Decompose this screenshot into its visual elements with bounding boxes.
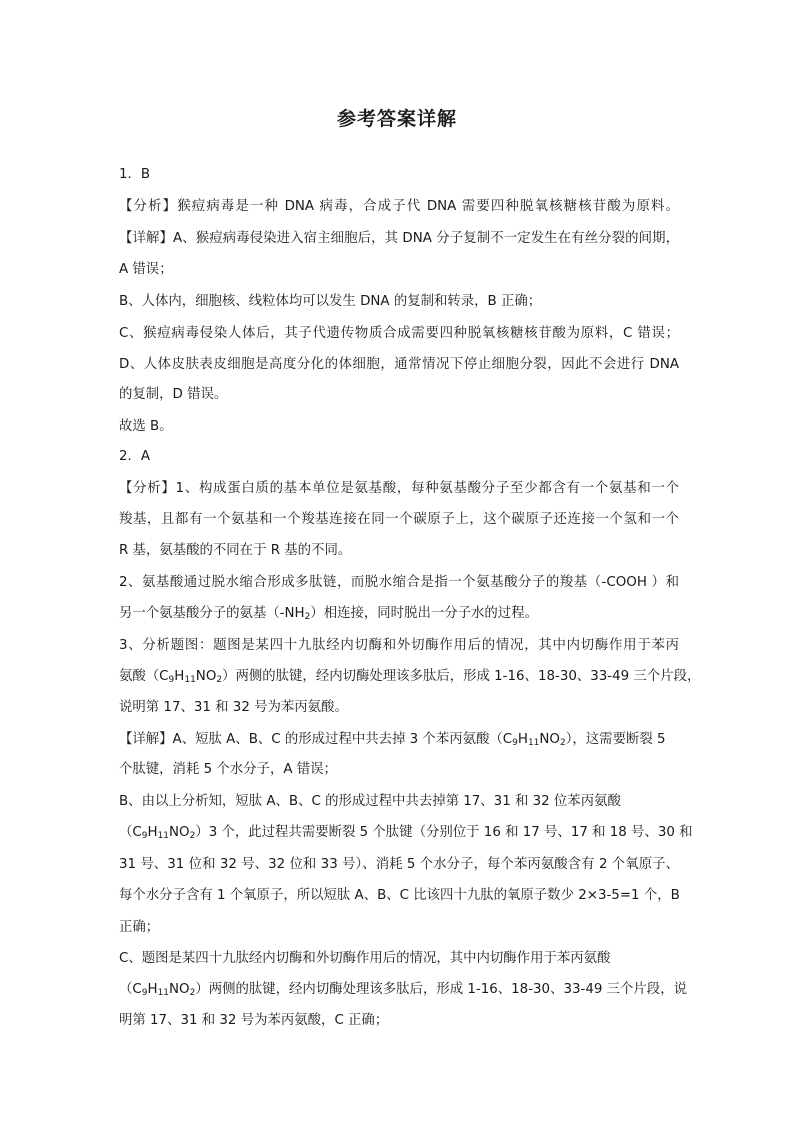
text-segment: ）相连接，同时脱出一分子水的过程。	[310, 606, 538, 621]
q2-detail-b-line1: B、由以上分析知，短肽 A、B、C 的形成过程中共去掉第 17、31 和 32 位苯丙氨酸	[119, 794, 621, 809]
q2-number: 2．A	[119, 449, 151, 464]
subscript: 2	[216, 675, 223, 685]
q2-analysis1-line2: 羧基，且都有一个氨基和一个羧基连接在同一个碳原子上，这个碳原子还连接一个氢和一个	[119, 512, 679, 527]
text-segment: NO	[169, 825, 190, 840]
q1-option-d-line2: 的复制，D 错误。	[119, 387, 228, 402]
q2-analysis1-line3: R 基，氨基酸的不同在于 R 基的不同。	[119, 543, 352, 558]
text-segment: ），这需要断裂 5	[565, 732, 666, 747]
text-segment: ）3 个，此过程共需要断裂 5 个肽键（分别位于 16 和 17 号、17 和 18 号、30 和	[195, 825, 693, 840]
page-title: 参考答案详解	[336, 108, 457, 130]
subscript: 11	[157, 831, 170, 841]
q1-option-d-line1: D、人体皮肤表皮细胞是高度分化的体细胞，通常情况下停止细胞分裂，因此不会进行 DNA	[119, 357, 679, 372]
q2-analysis3-line2	[119, 667, 701, 687]
text-segment: H	[147, 825, 158, 840]
text-segment: H	[174, 669, 185, 684]
subscript: 11	[157, 988, 170, 998]
subscript: 2	[189, 831, 196, 841]
q2-detail-b-line3: 31 号、31 位和 32 号、32 位和 33 号）、消耗 5 个水分子，每个苯丙氨酸含有 2 个氧原子、	[119, 857, 679, 872]
subscript: 9	[168, 675, 175, 685]
text-segment: （C	[119, 982, 142, 997]
q1-number: 1．B	[119, 167, 151, 182]
q1-conclusion: 故选 B。	[119, 419, 173, 434]
text-segment: ）两侧的肽键，经内切酶处理该多肽后，形成 1-16、18-30、33-49 三个片段，	[222, 669, 701, 684]
text-segment: NO	[195, 669, 217, 684]
q2-analysis2-line1: 2、氨基酸通过脱水缩合形成多肽链，而脱水缩合是指一个氨基酸分子的羧基（-COOH ）和	[119, 575, 679, 590]
text-segment: H	[147, 982, 158, 997]
subscript: 2	[559, 738, 566, 748]
subscript: 11	[184, 675, 196, 685]
subscript: 9	[141, 831, 148, 841]
text-segment: ）两侧的肽键，经内切酶处理该多肽后，形成 1-16、18-30、33-49 三个片段，说	[195, 982, 687, 997]
q2-detail-b-line5: 正确；	[119, 920, 160, 935]
q2-analysis3-line1: 3、分析题图：题图是某四十九肽经内切酶和外切酶作用后的情况，其中内切酶作用于苯丙	[119, 638, 679, 653]
q2-detail-c-line3: 明第 17、31 和 32 号为苯丙氨酸，C 正确；	[119, 1013, 389, 1028]
text-segment: 氨酸（C	[119, 669, 169, 684]
q2-detail-c-line1: C、题图是某四十九肽经内切酶和外切酶作用后的情况，其中内切酶作用于苯丙氨酸	[119, 951, 611, 966]
subscript: 2	[304, 612, 311, 622]
text-segment: NO	[169, 982, 190, 997]
q2-detail-b-line4: 每个水分子含有 1 个氧原子，所以短肽 A、B、C 比该四十九肽的氧原子数少 2×3-5=1 个，B	[119, 888, 680, 903]
q2-detail-b-line2	[119, 823, 693, 843]
subscript: 9	[512, 738, 518, 748]
q1-detail-line1: 【详解】A、猴痘病毒侵染进入宿主细胞后，其 DNA 分子复制不一定发生在有丝分裂的间期，	[119, 231, 679, 246]
q1-analysis: 【分析】猴痘病毒是一种 DNA 病毒，合成子代 DNA 需要四种脱氧核糖核苷酸为原料。	[119, 199, 679, 214]
q1-detail-line2: A 错误；	[119, 262, 173, 277]
q2-detail-a-line1	[119, 730, 679, 750]
q1-option-c: C、猴痘病毒侵染人体后，其子代遗传物质合成需要四种脱氧核糖核苷酸为原料，C 错误；	[119, 326, 679, 341]
subscript: 2	[189, 988, 196, 998]
q2-analysis1-line1: 【分析】1、构成蛋白质的基本单位是氨基酸，每种氨基酸分子至少都含有一个氨基和一个	[119, 481, 679, 496]
text-segment: H	[517, 732, 528, 747]
subscript: 9	[141, 988, 148, 998]
q2-detail-c-line2	[119, 980, 687, 1000]
text-segment: 【详解】A、短肽 A、B、C 的形成过程中共去掉 3 个苯丙氨酸（C	[119, 732, 513, 747]
text-segment: NO	[539, 732, 560, 747]
text-segment: （C	[119, 825, 142, 840]
q2-analysis2-line2	[119, 604, 679, 624]
q2-analysis3-line3: 说明第 17、31 和 32 号为苯丙氨酸。	[119, 700, 348, 715]
q1-option-b: B、人体内，细胞核、线粒体均可以发生 DNA 的复制和转录，B 正确；	[119, 294, 542, 309]
q2-detail-a-line2: 个肽键，消耗 5 个水分子，A 错误；	[119, 762, 337, 777]
subscript: 11	[527, 738, 540, 748]
text-segment: 另一个氨基酸分子的氨基（-NH	[119, 606, 305, 621]
